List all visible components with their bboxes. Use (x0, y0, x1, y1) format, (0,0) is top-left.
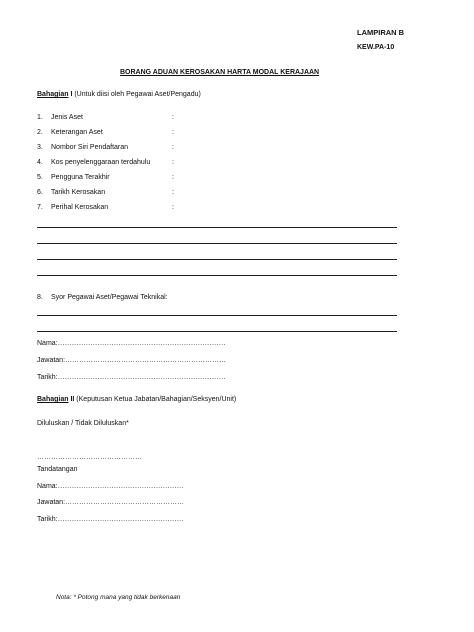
item-7-label: Perihal Kerosakan (51, 204, 109, 211)
item-1-colon: : (172, 114, 174, 121)
item-3-label: Nombor Siri Pendaftaran (51, 144, 129, 151)
form-title: BORANG ADUAN KEROSAKAN HARTA MODAL KERAJAAN (120, 69, 320, 76)
writing-line (37, 331, 397, 332)
part2-desc: (Keputusan Ketua Jabatan/Bahagian/Seksyen/Unit) (74, 396, 237, 403)
item-2-label: Keterangan Aset (51, 129, 103, 136)
decision-text: Diluluskan / Tidak Diluluskan* (37, 420, 129, 427)
writing-line (37, 275, 397, 276)
writing-line (37, 315, 397, 316)
item-8-label: Syor Pegawai Aset/Pegawai Teknikal: (51, 294, 168, 301)
head-position-line: Jawatan:…………………………………………… (37, 499, 185, 506)
writing-line (37, 227, 397, 228)
item-4-colon: : (172, 159, 174, 166)
item-2-num: 2. (37, 129, 43, 136)
part1-heading (37, 90, 201, 99)
writing-line (37, 259, 397, 260)
item-5-colon: : (172, 174, 174, 181)
item-7-colon: : (172, 204, 174, 211)
footnote: Nota: * Potong mana yang tidak berkenaan (56, 594, 181, 601)
part1-label: Bahagian (37, 91, 69, 98)
writing-line (37, 243, 397, 244)
part2-heading (37, 395, 236, 404)
item-8-num: 8. (37, 294, 43, 301)
item-5-num: 5. (37, 174, 43, 181)
officer-date-line: Tarikh:……………………………………………………………… (37, 374, 226, 381)
part2-numeral: II (68, 396, 75, 403)
head-name-line: Nama:……………………………………………… (37, 483, 184, 490)
item-6-label: Tarikh Kerosakan (51, 189, 106, 196)
item-4-num: 4. (37, 159, 43, 166)
item-3-colon: : (172, 144, 174, 151)
item-5-label: Pengguna Terakhir (51, 174, 110, 181)
item-2-colon: : (172, 129, 174, 136)
item-3-num: 3. (37, 144, 43, 151)
head-date-line: Tarikh:……………………………………………… (37, 516, 184, 523)
officer-name-line: Nama:……………………………………………………………… (37, 340, 226, 347)
item-1-label: Jenis Aset (51, 114, 83, 121)
signature-line: ……………………………………… (37, 454, 142, 461)
item-4-label: Kos penyelenggaraan terdahulu (51, 159, 151, 166)
officer-position-line: Jawatan:…………………………………………………………… (37, 357, 227, 364)
item-6-num: 6. (37, 189, 43, 196)
part1-desc: (Untuk diisi oleh Pegawai Aset/Pengadu) (72, 91, 201, 98)
signature-label: Tandatangan (37, 466, 78, 473)
part1-numeral: I (68, 91, 73, 98)
part2-label: Bahagian (37, 396, 69, 403)
lampiran-label: LAMPIRAN B (357, 28, 405, 37)
item-1-num: 1. (37, 114, 43, 121)
item-7-num: 7. (37, 204, 43, 211)
item-6-colon: : (172, 189, 174, 196)
form-code: KEW.PA-10 (357, 44, 395, 51)
